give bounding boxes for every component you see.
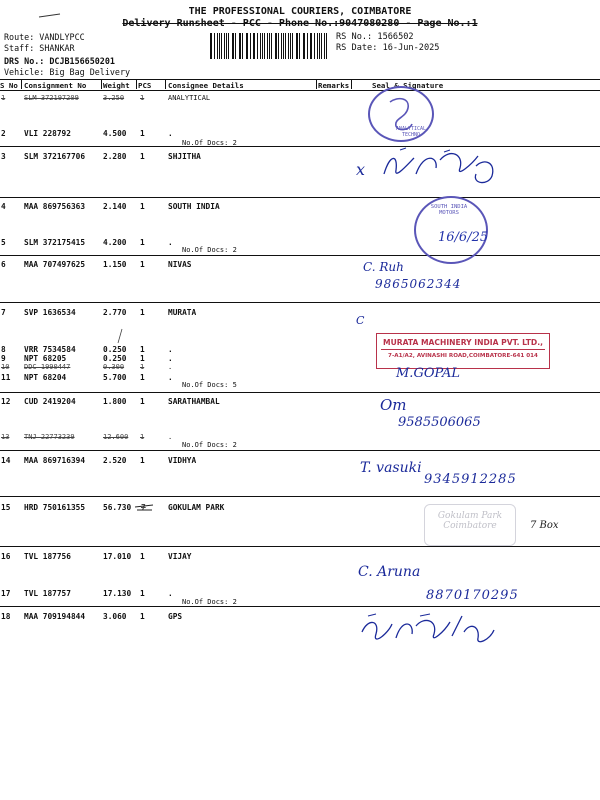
rs-date: RS Date: 16-Jun-2025 [336, 43, 440, 53]
row-weight: 2.280 [103, 152, 127, 161]
pen-mark [38, 13, 62, 19]
row-separator [0, 496, 600, 497]
row-separator [0, 302, 600, 303]
row-separator [0, 197, 600, 198]
handwritten-name: C. Ruh [363, 260, 404, 274]
row-separator [0, 146, 600, 147]
row-sno: 18 [1, 612, 11, 621]
docs-count: No.Of Docs: 5 [182, 381, 237, 389]
col-divider [101, 79, 102, 89]
row-weight: 3.250 [103, 94, 125, 102]
row-pcs: 1 [140, 373, 145, 382]
row-consignee: . [168, 363, 173, 371]
row-sno: 4 [1, 202, 6, 211]
staff-label: Staff: SHANKAR [4, 43, 75, 53]
row-consignee: GPS [168, 612, 183, 621]
row-consignment: SLM 372197209 [24, 94, 79, 102]
row-sno: 14 [1, 456, 11, 465]
row-consignee: VIJAY [168, 552, 192, 561]
docs-count: No.Of Docs: 2 [182, 139, 237, 147]
row-sno: 2 [1, 129, 6, 138]
pen-mark [133, 500, 155, 516]
row-consignee: SHJITHA [168, 152, 201, 161]
row-weight: 5.700 [103, 373, 127, 382]
row-consignment: CUD 2419204 [24, 397, 76, 406]
row-sno: 12 [1, 397, 11, 406]
row-weight: 2.520 [103, 456, 127, 465]
runsheet-subtitle: Delivery Runsheet - PCC - Phone No.:9047080280 - Page No.:1 [122, 18, 478, 29]
row-sno: 8 [1, 345, 6, 354]
row-consignment: SVP 1636534 [24, 308, 76, 317]
row-weight: 17.010 [103, 552, 132, 561]
handwritten-note: 7 Box [530, 520, 559, 531]
row-consignment: MAA 869716394 [24, 456, 86, 465]
row-sno: 13 [1, 433, 10, 441]
pen-mark [116, 328, 124, 344]
row-consignment: SLM 372175415 [24, 238, 86, 247]
row-consignee: . [168, 238, 173, 247]
col-divider [165, 79, 166, 89]
row-separator [0, 606, 600, 607]
row-sno: 15 [1, 503, 11, 512]
header-remarks: Remarks [318, 81, 350, 90]
header-sno: S No [0, 81, 18, 90]
handwritten-name: C. Aruna [358, 564, 421, 580]
row-separator [0, 392, 600, 393]
handwritten-date: 16/6/25 [438, 230, 489, 245]
row-consignment: VRR 7534584 [24, 345, 76, 354]
row-separator [0, 546, 600, 547]
row-consignee: . [168, 354, 173, 363]
row-sno: 11 [1, 373, 11, 382]
vehicle-label: Vehicle: Big Bag Delivery [4, 67, 131, 77]
row-weight: 12.600 [103, 433, 129, 441]
row-separator [0, 450, 600, 451]
south-india-seal-stamp: SOUTH INDIA MOTORS [414, 196, 488, 264]
handwritten-mark: x [356, 160, 366, 179]
row-consignee: . [168, 373, 173, 382]
row-pcs: 1 [140, 152, 145, 161]
row-weight: 2.140 [103, 202, 127, 211]
row-pcs: 1 [140, 612, 145, 621]
table-top-border [0, 79, 600, 80]
handwritten-name: T. vasuki [360, 460, 422, 476]
col-divider [351, 79, 352, 89]
row-pcs: 1 [140, 308, 145, 317]
row-consignment: VLI 228792 [24, 129, 71, 138]
row-consignment: TVL 187757 [24, 589, 71, 598]
row-consignment: TVL 187756 [24, 552, 71, 561]
row-separator [0, 255, 600, 256]
header-pcs: PCS [138, 81, 152, 90]
signature-scribble [380, 144, 500, 190]
row-weight: 4.200 [103, 238, 127, 247]
header-weight: Weight [103, 81, 130, 90]
row-pcs: 1 [140, 397, 145, 406]
murata-company-stamp: MURATA MACHINERY INDIA PVT. LTD., 7-A1/A2, AVINASHI ROAD,COIMBATORE-641 014 [376, 333, 550, 369]
row-pcs: 1 [140, 552, 145, 561]
barcode-bar [271, 33, 272, 59]
barcode-bar [228, 33, 229, 59]
row-sno: 9 [1, 354, 6, 363]
docs-count: No.Of Docs: 2 [182, 598, 237, 606]
row-pcs: 1 [140, 433, 145, 441]
row-consignment: DDC 1990447 [24, 363, 71, 371]
row-sno: 16 [1, 552, 11, 561]
handwritten-phone: 9585506065 [398, 415, 481, 430]
row-consignee: VIDHYA [168, 456, 197, 465]
row-weight: 0.300 [103, 363, 125, 371]
docs-count: No.Of Docs: 2 [182, 441, 237, 449]
row-sno: 6 [1, 260, 6, 269]
row-pcs: 7 [141, 503, 146, 512]
row-sno: 7 [1, 308, 6, 317]
row-consignment: HRD 750161355 [24, 503, 86, 512]
row-sno: 10 [1, 363, 10, 371]
row-weight: 3.060 [103, 612, 127, 621]
row-weight: 1.150 [103, 260, 127, 269]
row-pcs: 1 [140, 129, 145, 138]
rs-number: RS No.: 1566502 [336, 32, 414, 42]
row-consignee: GOKULAM PARK [168, 503, 225, 512]
row-pcs: 1 [140, 345, 145, 354]
row-consignee: MURATA [168, 308, 197, 317]
barcode-bar [242, 33, 243, 59]
row-consignment: NPT 68204 [24, 373, 67, 382]
barcode-bar [304, 33, 305, 59]
row-weight: 4.500 [103, 129, 127, 138]
row-consignment: MAA 869756363 [24, 202, 86, 211]
row-pcs: 1 [140, 260, 145, 269]
row-sno: 3 [1, 152, 6, 161]
row-consignment: SLM 372167706 [24, 152, 86, 161]
col-divider [316, 79, 317, 89]
barcode [210, 33, 328, 59]
company-title: THE PROFESSIONAL COURIERS, COIMBATORE [188, 6, 412, 17]
analytical-seal-stamp: ANALYTICAL TECHNO [368, 86, 434, 142]
row-pcs: 1 [140, 354, 145, 363]
col-divider [136, 79, 137, 89]
handwritten-name: Om [380, 396, 407, 414]
row-consignee: ANALYTICAL [168, 94, 211, 102]
row-pcs: 1 [140, 456, 145, 465]
col-divider [21, 79, 22, 89]
row-pcs: 1 [140, 589, 145, 598]
barcode-bar [217, 33, 218, 59]
row-weight: 0.250 [103, 354, 127, 363]
signature-scribble [358, 612, 498, 652]
barcode-bar [317, 33, 318, 59]
row-sno: 5 [1, 238, 6, 247]
row-consignee: . [168, 129, 173, 138]
row-consignment: MAA 709194844 [24, 612, 86, 621]
barcode-bar [288, 33, 289, 59]
row-consignment: TNJ 22773239 [24, 433, 75, 441]
row-consignee: SOUTH INDIA [168, 202, 220, 211]
row-pcs: 1 [140, 94, 145, 102]
row-weight: 1.800 [103, 397, 127, 406]
row-consignee: . [168, 345, 173, 354]
handwritten-phone: 9865062344 [375, 277, 462, 291]
header-seal-signature: Seal & Signature [372, 81, 444, 90]
row-consignment: NPT 68205 [24, 354, 67, 363]
row-weight: 2.770 [103, 308, 127, 317]
row-sno: 17 [1, 589, 11, 598]
row-consignee: . [168, 433, 173, 441]
row-weight: 17.130 [103, 589, 132, 598]
row-consignee: . [168, 589, 173, 598]
barcode-bar [254, 33, 255, 59]
row-consignee: NIVAS [168, 260, 192, 269]
handwritten-phone: 8870170295 [426, 588, 519, 603]
row-weight: 0.250 [103, 345, 127, 354]
row-consignee: SARATHAMBAL [168, 397, 220, 406]
drs-number: DRS No.: DCJB156650201 [4, 56, 115, 66]
row-weight: 56.730 [103, 503, 132, 512]
row-pcs: 1 [140, 363, 145, 371]
header-consignee: Consignee Details [168, 81, 244, 90]
route-label: Route: VANDLYPCC [4, 32, 85, 42]
handwritten-phone: 9345912285 [424, 472, 517, 487]
handwritten-mark: C [356, 314, 365, 327]
row-sno: 1 [1, 94, 6, 102]
table-header-border [0, 90, 600, 91]
handwritten-name: M.GOPAL [396, 366, 461, 381]
header-consignment: Consignment No [24, 81, 87, 90]
row-pcs: 1 [140, 238, 145, 247]
row-pcs: 1 [140, 202, 145, 211]
docs-count: No.Of Docs: 2 [182, 246, 237, 254]
gokulam-faded-stamp: Gokulam Park Coimbatore [424, 504, 516, 546]
row-consignment: MAA 707497625 [24, 260, 86, 269]
